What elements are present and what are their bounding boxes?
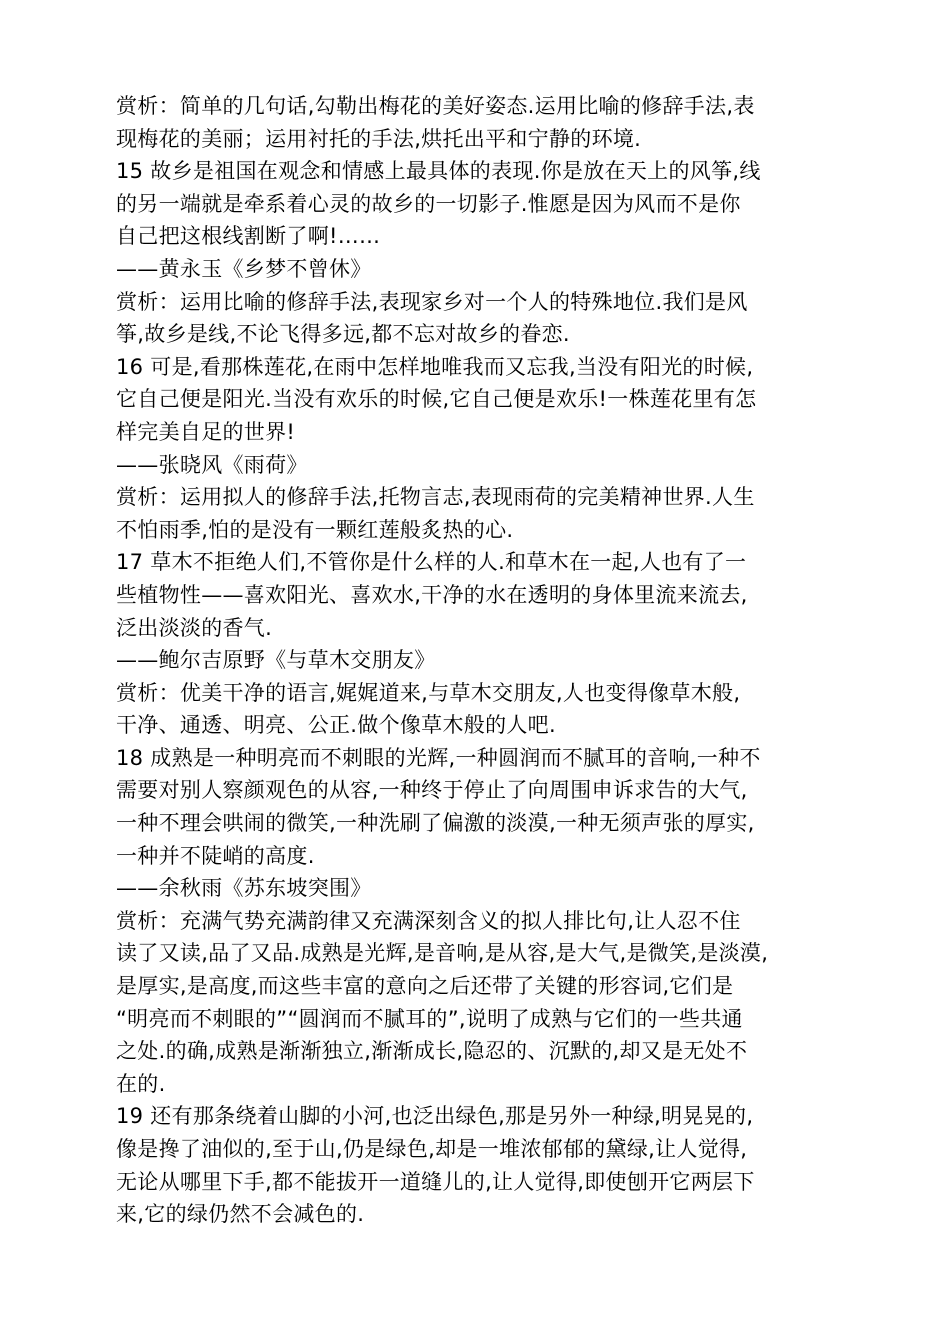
text-line: 的另一端就是牵系着心灵的故乡的一切影子.惟愿是因为风而不是你 [116,191,741,216]
attribution-line: ——余秋雨《苏东坡突围》 [116,876,372,901]
text-line: 18 成熟是一种明亮而不刺眼的光辉,一种圆润而不腻耳的音响,一种不 [116,745,761,770]
text-line: 一种并不陡峭的高度. [116,843,315,868]
text-line: 无论从哪里下手,都不能拔开一道缝儿的,让人觉得,即使刨开它两层下 [116,1169,755,1194]
text-line: 筝,故乡是线,不论飞得多远,都不忘对故乡的眷恋. [116,322,570,347]
attribution-line: ——鲍尔吉原野《与草木交朋友》 [116,648,436,673]
text-line: 之处.的确,成熟是渐渐独立,渐渐成长,隐忍的、沉默的,却又是无处不 [116,1039,748,1064]
text-line: 样完美自足的世界! [116,419,296,444]
text-line: 需要对别人察颜观色的从容,一种终于停止了向周围申诉求告的大气, [116,778,748,803]
text-line: 赏析：运用比喻的修辞手法,表现家乡对一个人的特殊地位.我们是风 [116,289,748,314]
text-line: 像是搀了油似的,至于山,仍是绿色,却是一堆浓郁郁的黛绿,让人觉得, [116,1137,748,1161]
text-line: 赏析：简单的几句话,勾勒出梅花的美好姿态.运用比喻的修辞手法,表 [116,94,755,118]
text-line: 它自己便是阳光.当没有欢乐的时候,它自己便是欢乐!一株莲花里有怎 [116,387,757,412]
text-line: 来,它的绿仍然不会减色的. [116,1202,365,1227]
text-line: 现梅花的美丽；运用衬托的手法,烘托出平和宁静的环境. [116,126,642,151]
text-line: 16 可是,看那株莲花,在雨中怎样地唯我而又忘我,当没有阳光的时候, [116,354,754,379]
text-line: 是厚实,是高度,而这些丰富的意向之后还带了关键的形容词,它们是 [116,974,734,999]
text-line: 赏析：优美干净的语言,娓娓道来,与草木交朋友,人也变得像草木般, [116,680,741,705]
text-line: 15 故乡是祖国在观念和情感上最具体的表现.你是放在天上的风筝,线 [116,159,761,184]
text-line: 赏析：运用拟人的修辞手法,托物言志,表现雨荷的完美精神世界.人生 [116,485,755,510]
attribution-line: ——张晓风《雨荷》 [116,452,308,477]
text-line: 一种不理会哄闹的微笑,一种洗刷了偏激的淡漠,一种无须声张的厚实, [116,811,755,836]
text-line: 在的. [116,1071,166,1096]
text-line: “明亮而不刺眼的”“圆润而不腻耳的”,说明了成熟与它们的一些共通 [116,1006,743,1031]
text-line: 泛出淡淡的香气. [116,615,273,640]
text-line: 不怕雨季,怕的是没有一颗红莲般炙热的心. [116,517,514,542]
text-line: 读了又读,品了又品.成熟是光辉,是音响,是从容,是大气,是微笑,是淡漠, [116,941,769,966]
document-page [116,90,842,1231]
text-line: 些植物性——喜欢阳光、喜欢水,干净的水在透明的身体里流来流去, [116,582,748,607]
text-line: 干净、通透、明亮、公正.做个像草木般的人吧. [116,713,556,738]
text-line: 19 还有那条绕着山脚的小河,也泛出绿色,那是另外一种绿,明晃晃的, [116,1104,754,1129]
text-line: 赏析：充满气势充满韵律又充满深刻含义的拟人排比句,让人忍不住 [116,908,741,933]
text-line: 自己把这根线割断了啊!…… [116,224,381,249]
text-line: 17 草木不拒绝人们,不管你是什么样的人.和草木在一起,人也有了一 [116,550,747,575]
attribution-line: ——黄永玉《乡梦不曾休》 [116,256,372,281]
